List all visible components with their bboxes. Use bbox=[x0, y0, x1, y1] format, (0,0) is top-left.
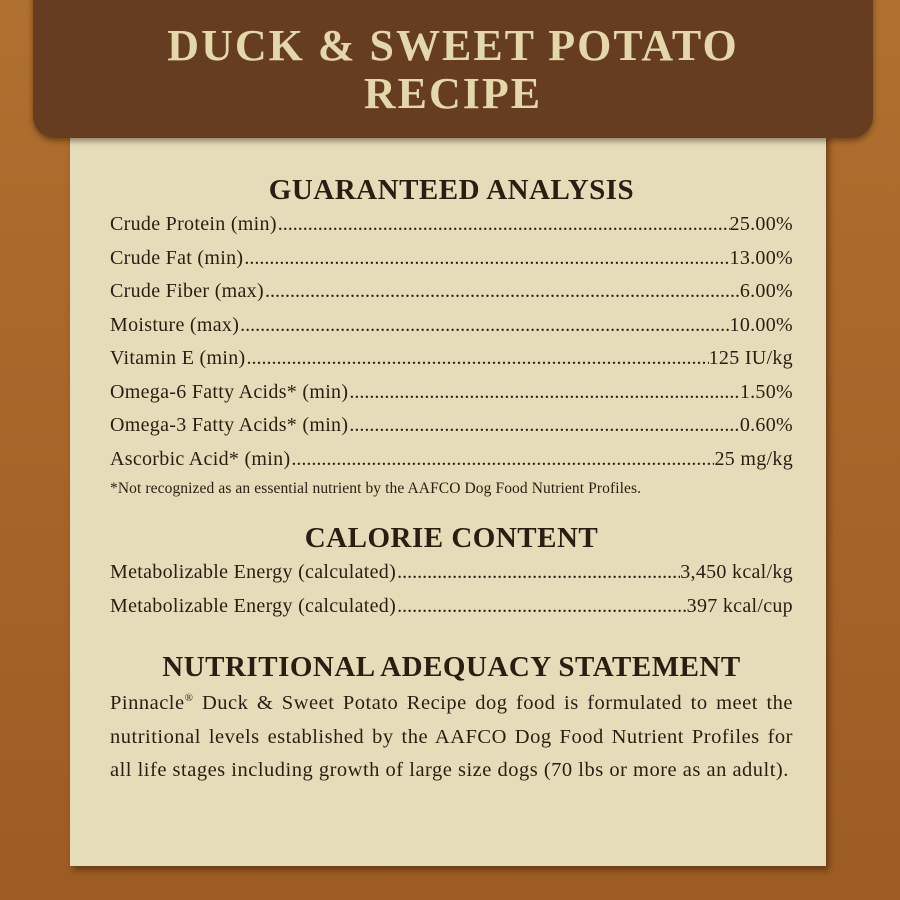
analysis-label: Crude Fiber (max) bbox=[110, 280, 264, 302]
analysis-value: 6.00% bbox=[739, 280, 793, 302]
calorie-label: Metabolizable Energy (calculated) bbox=[110, 594, 397, 617]
calorie-row bbox=[110, 556, 793, 590]
adequacy-statement-heading: NUTRITIONAL ADEQUACY STATEMENT bbox=[162, 651, 741, 683]
adequacy-statement-text bbox=[110, 687, 793, 788]
recipe-title-line-1: DUCK & SWEET POTATO bbox=[167, 21, 739, 70]
analysis-row bbox=[110, 376, 793, 410]
dot-leader bbox=[243, 242, 729, 276]
recipe-title-line-2: RECIPE bbox=[363, 69, 543, 118]
calorie-row bbox=[110, 590, 793, 624]
nutrition-content bbox=[110, 172, 793, 788]
analysis-value: 0.60% bbox=[739, 414, 793, 436]
dot-leader bbox=[277, 208, 730, 242]
dot-leader bbox=[264, 275, 740, 309]
analysis-footnote: *Not recognized as an essential nutrient by the AAFCO Dog Food Nutrient Profiles. bbox=[110, 480, 642, 497]
analysis-label: Vitamin E (min) bbox=[110, 347, 246, 369]
dot-leader bbox=[246, 342, 709, 376]
analysis-row bbox=[110, 409, 793, 443]
brand-name: Pinnacle bbox=[110, 692, 185, 714]
analysis-row bbox=[110, 275, 793, 309]
analysis-label: Ascorbic Acid* (min) bbox=[110, 447, 291, 470]
calorie-value: 397 kcal/cup bbox=[686, 594, 793, 617]
analysis-row bbox=[110, 309, 793, 343]
calorie-label: Metabolizable Energy (calculated) bbox=[110, 561, 397, 583]
calorie-value: 3,450 kcal/kg bbox=[680, 561, 793, 583]
dot-leader bbox=[396, 590, 687, 624]
analysis-label: Omega-6 Fatty Acids* (min) bbox=[110, 380, 349, 403]
analysis-value: 25 mg/kg bbox=[714, 447, 793, 470]
guaranteed-analysis-list bbox=[110, 208, 793, 476]
dot-leader bbox=[348, 409, 740, 443]
analysis-row bbox=[110, 208, 793, 242]
dot-leader bbox=[348, 376, 740, 410]
registered-mark: ® bbox=[184, 692, 194, 705]
analysis-label: Moisture (max) bbox=[110, 313, 240, 336]
analysis-label: Crude Fat (min) bbox=[110, 246, 244, 269]
analysis-row bbox=[110, 443, 793, 477]
calorie-content-list bbox=[110, 556, 793, 623]
adequacy-body: Duck & Sweet Potato Recipe dog food is formulated to meet the nutritional levels established by the AAFCO Dog Food Nutrient Profiles for all life stages including growth of large size dogs (70 lbs or more as an adult). bbox=[110, 692, 793, 781]
dot-leader bbox=[239, 309, 729, 343]
analysis-value: 1.50% bbox=[739, 380, 793, 403]
guaranteed-analysis-heading: GUARANTEED ANALYSIS bbox=[268, 174, 635, 206]
analysis-row bbox=[110, 242, 793, 276]
calorie-content-heading: CALORIE CONTENT bbox=[304, 522, 599, 554]
dot-leader bbox=[290, 443, 714, 477]
analysis-label: Omega-3 Fatty Acids* (min) bbox=[110, 414, 349, 436]
analysis-value: 25.00% bbox=[729, 213, 793, 235]
analysis-value: 10.00% bbox=[729, 313, 793, 336]
recipe-title bbox=[33, 22, 873, 118]
analysis-value: 13.00% bbox=[729, 246, 793, 269]
analysis-label: Crude Protein (min) bbox=[110, 213, 277, 235]
analysis-value: 125 IU/kg bbox=[708, 347, 793, 369]
analysis-row bbox=[110, 342, 793, 376]
dot-leader bbox=[396, 556, 680, 590]
